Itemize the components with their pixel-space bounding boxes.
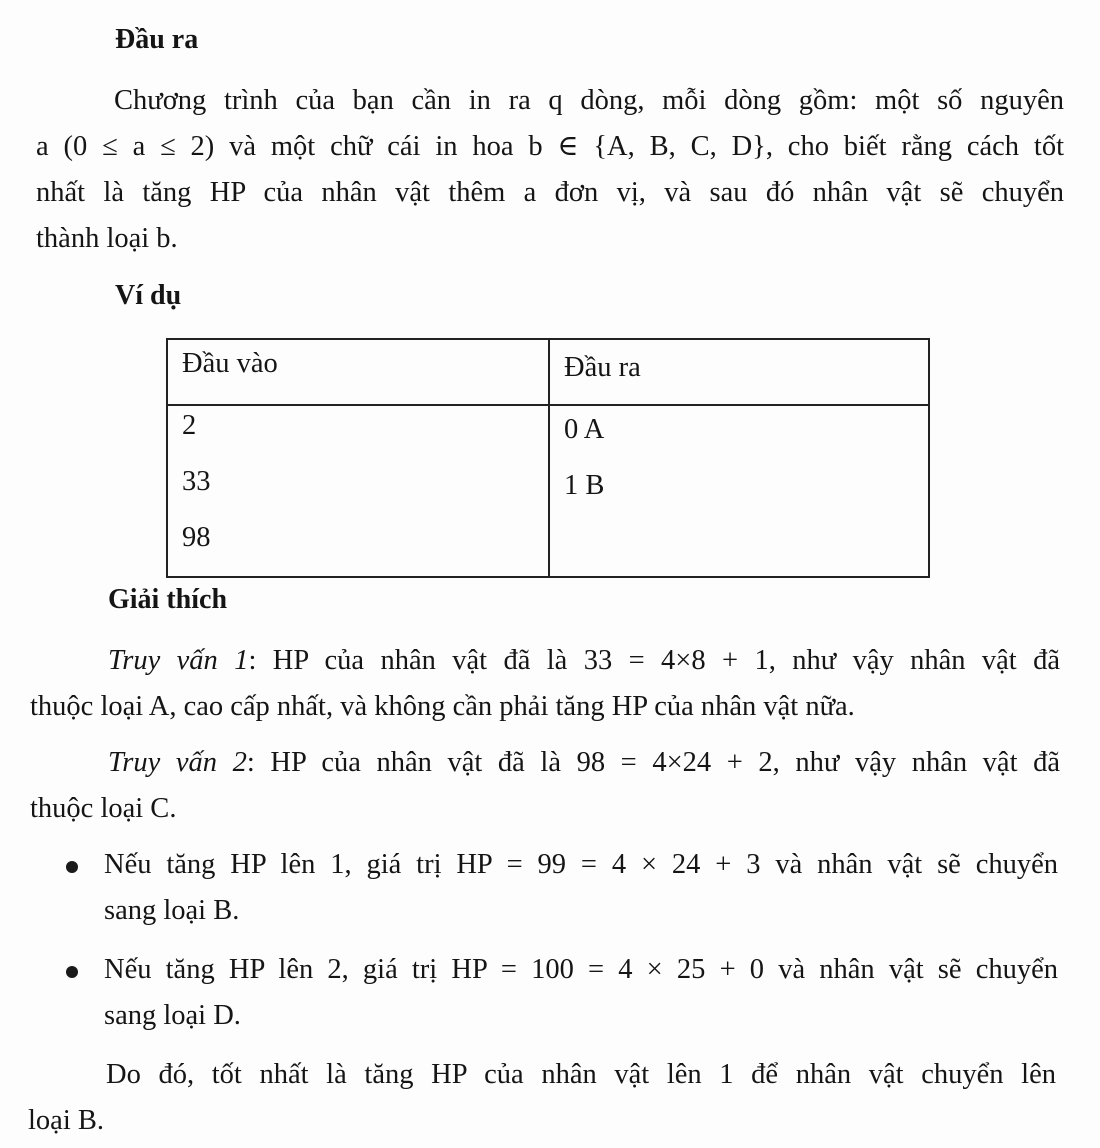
query1-paragraph [30, 638, 1060, 730]
output-heading: Đầu ra [115, 24, 199, 55]
query2-line-2: thuộc loại C. [30, 793, 177, 824]
query1-label: Truy vấn 1 [108, 645, 249, 676]
conclusion-line-2: loại B. [28, 1105, 104, 1136]
bullet-item [104, 842, 1058, 934]
explanation-heading: Giải thích [108, 584, 228, 615]
table-header-input: Đầu vào [182, 348, 278, 379]
query2-paragraph [30, 740, 1060, 832]
bullet-icon [66, 861, 78, 873]
query2-line-1 [30, 740, 1060, 786]
table-input-line: 98 [182, 522, 211, 553]
bullet-item [104, 947, 1058, 1039]
table-output-line: 1 B [564, 470, 605, 501]
example-table [166, 338, 930, 578]
output-description [36, 78, 1064, 262]
query1-line-2: thuộc loại A, cao cấp nhất, và không cần phải tăng HP của nhân vật nữa. [30, 691, 855, 722]
query2-label: Truy vấn 2 [108, 747, 247, 778]
query1-line-1 [30, 638, 1060, 684]
output-line-1: Chương trình của bạn cần in ra q dòng, mỗi dòng gồm: một số nguyên [114, 85, 1064, 116]
table-header-output: Đầu ra [564, 352, 641, 383]
conclusion-line-1: Do đó, tốt nhất là tăng HP của nhân vật lên 1 để nhân vật chuyển lên [106, 1059, 1056, 1090]
bullet-icon [66, 966, 78, 978]
output-line-4: thành loại b. [36, 223, 178, 254]
example-heading: Ví dụ [115, 280, 182, 311]
conclusion-paragraph [28, 1052, 1056, 1144]
table-input-line: 2 [182, 410, 197, 441]
bullet-line-2: sang loại B. [104, 895, 240, 926]
query1-text: : HP của nhân vật đã là 33 = 4×8 + 1, như vậy nhân vật đã [248, 645, 1060, 676]
table-column-divider [548, 340, 550, 576]
table-output-line: 0 A [564, 414, 605, 445]
table-input-line: 33 [182, 466, 211, 497]
bullet-line-1: Nếu tăng HP lên 2, giá trị HP = 100 = 4 × 25 + 0 và nhân vật sẽ chuyển [104, 954, 1058, 985]
bullet-line-2: sang loại D. [104, 1000, 241, 1031]
table-header-divider [168, 404, 928, 406]
output-line-2: a (0 ≤ a ≤ 2) và một chữ cái in hoa b ∈ {A, B, C, D}, cho biết rằng cách tốt [36, 131, 1064, 162]
query2-text: : HP của nhân vật đã là 98 = 4×24 + 2, như vậy nhân vật đã [246, 747, 1061, 778]
output-line-3: nhất là tăng HP của nhân vật thêm a đơn vị, và sau đó nhân vật sẽ chuyển [36, 177, 1064, 208]
bullet-line-1: Nếu tăng HP lên 1, giá trị HP = 99 = 4 × 24 + 3 và nhân vật sẽ chuyển [104, 849, 1058, 880]
